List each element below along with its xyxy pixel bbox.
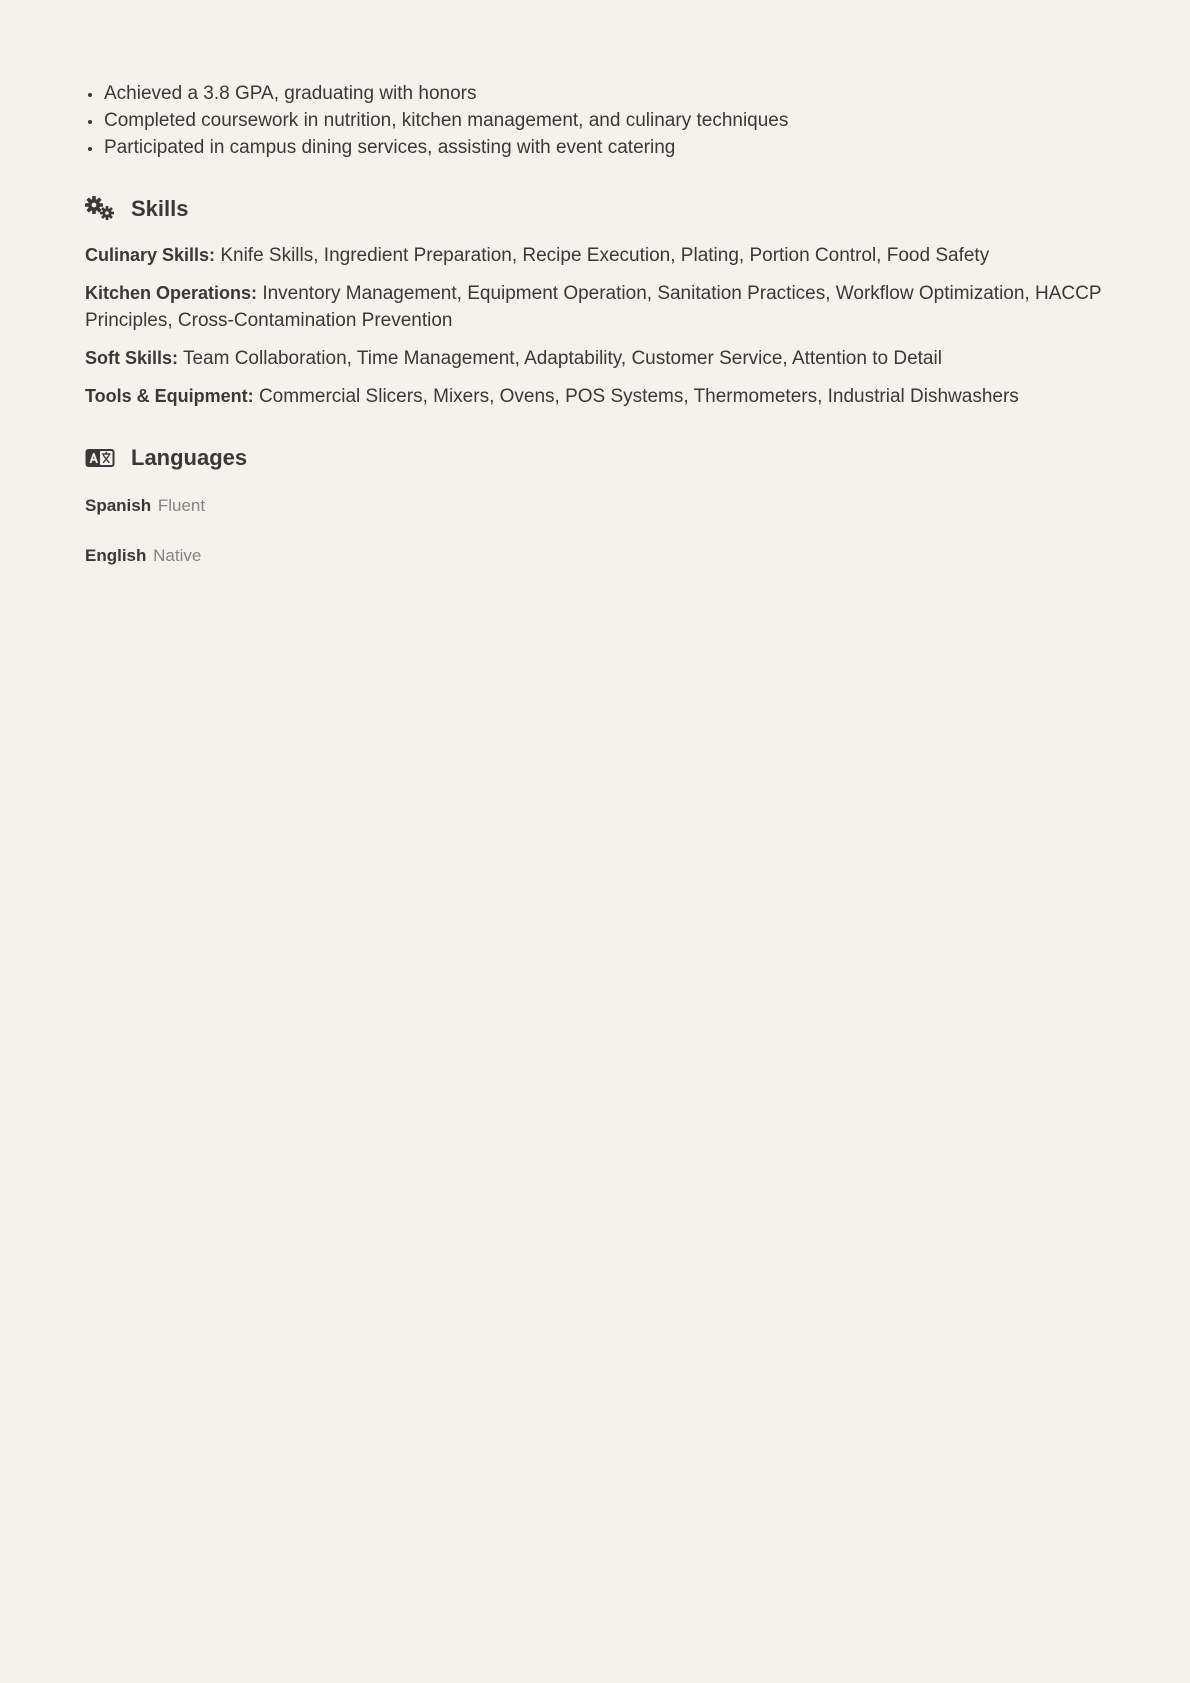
skill-category-value: Inventory Management, Equipment Operation, Sanitation Practices, Workflow Optimization, HACCP Principles, Cross-Contamination Prevention: [85, 283, 1102, 331]
skill-row: [85, 280, 1105, 334]
language-item: [85, 544, 1105, 568]
skill-category-label: Tools & Equipment:: [85, 386, 254, 406]
languages-section-header: [85, 443, 1105, 473]
skills-section-title: Skills: [131, 196, 189, 221]
education-bullet: • Completed coursework in nutrition, kitchen management, and culinary techniques: [103, 107, 1105, 134]
language-item: [85, 494, 1105, 518]
language-name: English: [85, 546, 147, 565]
education-bullet-list: [85, 80, 1105, 161]
language-level: Fluent: [157, 496, 206, 515]
gears-icon: [85, 194, 115, 224]
skill-category-value: Knife Skills, Ingredient Preparation, Recipe Execution, Plating, Portion Control, Food Safety: [220, 245, 990, 266]
education-bullet: • Achieved a 3.8 GPA, graduating with honors: [103, 80, 1105, 107]
skill-category-label: Kitchen Operations:: [85, 283, 258, 303]
education-bullet: • Participated in campus dining services, assisting with event catering: [103, 134, 1105, 161]
skill-category-value: Team Collaboration, Time Management, Adaptability, Customer Service, Attention to Detail: [182, 348, 942, 369]
skill-category-value: Commercial Slicers, Mixers, Ovens, POS Systems, Thermometers, Industrial Dishwashers: [258, 386, 1019, 407]
skill-row: [85, 345, 1105, 372]
skills-section-header: [85, 194, 1105, 224]
skill-category-label: Soft Skills:: [85, 348, 179, 368]
skill-category-label: Culinary Skills:: [85, 245, 216, 265]
skill-row: [85, 242, 1105, 269]
languages-list: [85, 494, 1105, 568]
skills-list: [85, 242, 1105, 410]
languages-section-title: Languages: [131, 445, 248, 470]
skill-row: [85, 383, 1105, 410]
language-icon: [85, 443, 115, 473]
language-level: Native: [153, 546, 202, 565]
language-name: Spanish: [85, 496, 152, 515]
